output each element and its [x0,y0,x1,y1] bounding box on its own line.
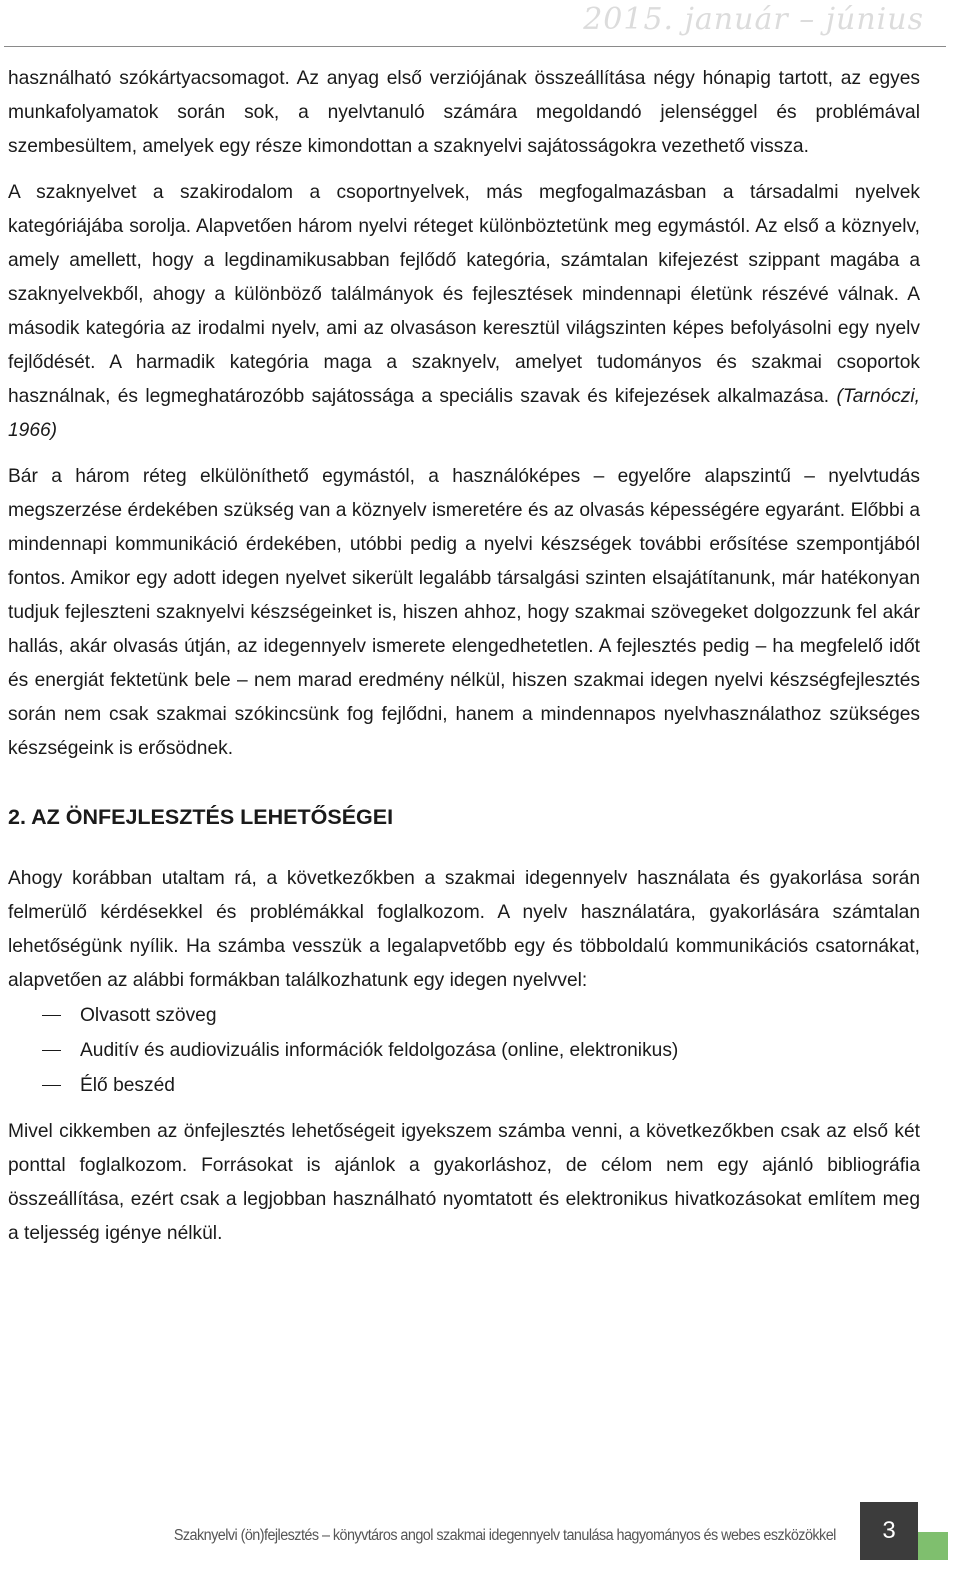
footer-accent [918,1532,948,1560]
header-divider [4,46,946,47]
list-item [8,1068,920,1103]
footer-text: Szaknyelvi (ön)fejlesztés – könyvtáros angol szakmai idegennyelv tanulása hagyományos és webes eszközökkel [174,1527,836,1544]
list-item-label: Auditív és audiovizuális információk feldolgozása (online, elektronikus) [80,1040,679,1061]
citation: (Tarnóczi, 1966) [8,386,920,441]
document-body [8,62,920,1263]
section-heading: 2. AZ ÖNFEJLESZTÉS LEHETŐSÉGEI [8,805,394,829]
paragraph-intro: használható szókártyacsomagot. Az anyag első verziójának összeállítása négy hónapig tartott, az egyes munkafolyamatok során sok, a nyelvtanuló számára megoldandó jelenséggel és problémával szembesültem, amelyek egy része kimondottan a szaknyelvi sajátosságokra vezethető vissza. [8,68,920,157]
header-title: 2015. január – június [583,2,924,37]
list-item [8,1033,920,1068]
page-number-box [860,1502,918,1560]
dash-bullet-icon [42,1050,61,1051]
page-number: 3 [882,1517,896,1544]
dash-bullet-icon [42,1085,61,1086]
list-item-label: Olvasott szöveg [80,1005,217,1026]
paragraph-language-layers [8,176,920,448]
list-item-label: Élő beszéd [80,1075,175,1096]
paragraph-closing: Mivel cikkemben az önfejlesztés lehetőségeit igyekszem számba venni, a következőkben csak az első két ponttal foglalkozom. Forrásokat is ajánlok a gyakorláshoz, de célom nem egy ajánló bibliográfia összeállítása, ezért csak a legjobban használható nyomtatott és elektronikus hivatkozásokat említem meg a teljesség igénye nélkül. [8,1121,920,1244]
channel-list [8,998,920,1103]
paragraph-section-intro: Ahogy korábban utaltam rá, a következőkben a szakmai idegennyelv használata és gyakorlása során felmerülő kérdésekkel és problémákkal foglalkozom. A nyelv használatára, gyakorlására számtalan lehetőségünk nyílik. Ha számba vesszük a legalapvetőbb egy és többoldalú kommunikációs csatornákat, alapvetően az alábbi formákban találkozhatunk egy idegen nyelvvel: [8,868,920,991]
list-item [8,998,920,1033]
paragraph-language-layers-text: A szaknyelvet a szakirodalom a csoportnyelvek, más megfogalmazásban a társadalmi nyelvek kategóriájába sorolja. Alapvetően három nyelvi réteget különböztetünk meg egymástól. Az első a köznyelv, amely amellett, hogy a legdinamikusabban fejlődő kategória, számtalan kifejezést szippant magába a szaknyelvekből, ahogy a különböző találmányok és fejlesztések mindennapi életünk részévé válnak. A második kategória az irodalmi nyelv, ami az olvasáson keresztül világszinten képes befolyásolni egy nyelv fejlődését. A harmadik kategória maga a szaknyelv, amelyet tudományos és szakmai csoportok használnak, és legmeghatározóbb sajátossága a speciális szavak és kifejezések alkalmazása. [8,182,920,407]
paragraph-skills: Bár a három réteg elkülöníthető egymástól, a használóképes – egyelőre alapszintű – nyelvtudás megszerzése érdekében szükség van a köznyelv ismeretére és az olvasás képességére egyaránt. Előbbi a mindennapi kommunikáció érdekében, utóbbi pedig a nyelvi készségek további erősítése szempontjából fontos. Amikor egy adott idegen nyelvet sikerült legalább társalgási szinten elsajátítanunk, már hatékonyan tudjuk fejleszteni szaknyelvi készségeinket is, hiszen ahhoz, hogy szakmai szövegeket dolgozzunk fel akár hallás, akár olvasás útján, az idegennyelv ismerete elengedhetetlen. A fejlesztés pedig – ha megfelelő időt és energiát fektetünk bele – nem marad eredmény nélkül, hiszen szakmai idegen nyelvi készségfejlesztés során nem csak szakmai szókincsünk fog fejlődni, hanem a mindennapos nyelvhasználathoz szükséges készségeink is erősödnek. [8,466,920,759]
dash-bullet-icon [42,1015,61,1016]
